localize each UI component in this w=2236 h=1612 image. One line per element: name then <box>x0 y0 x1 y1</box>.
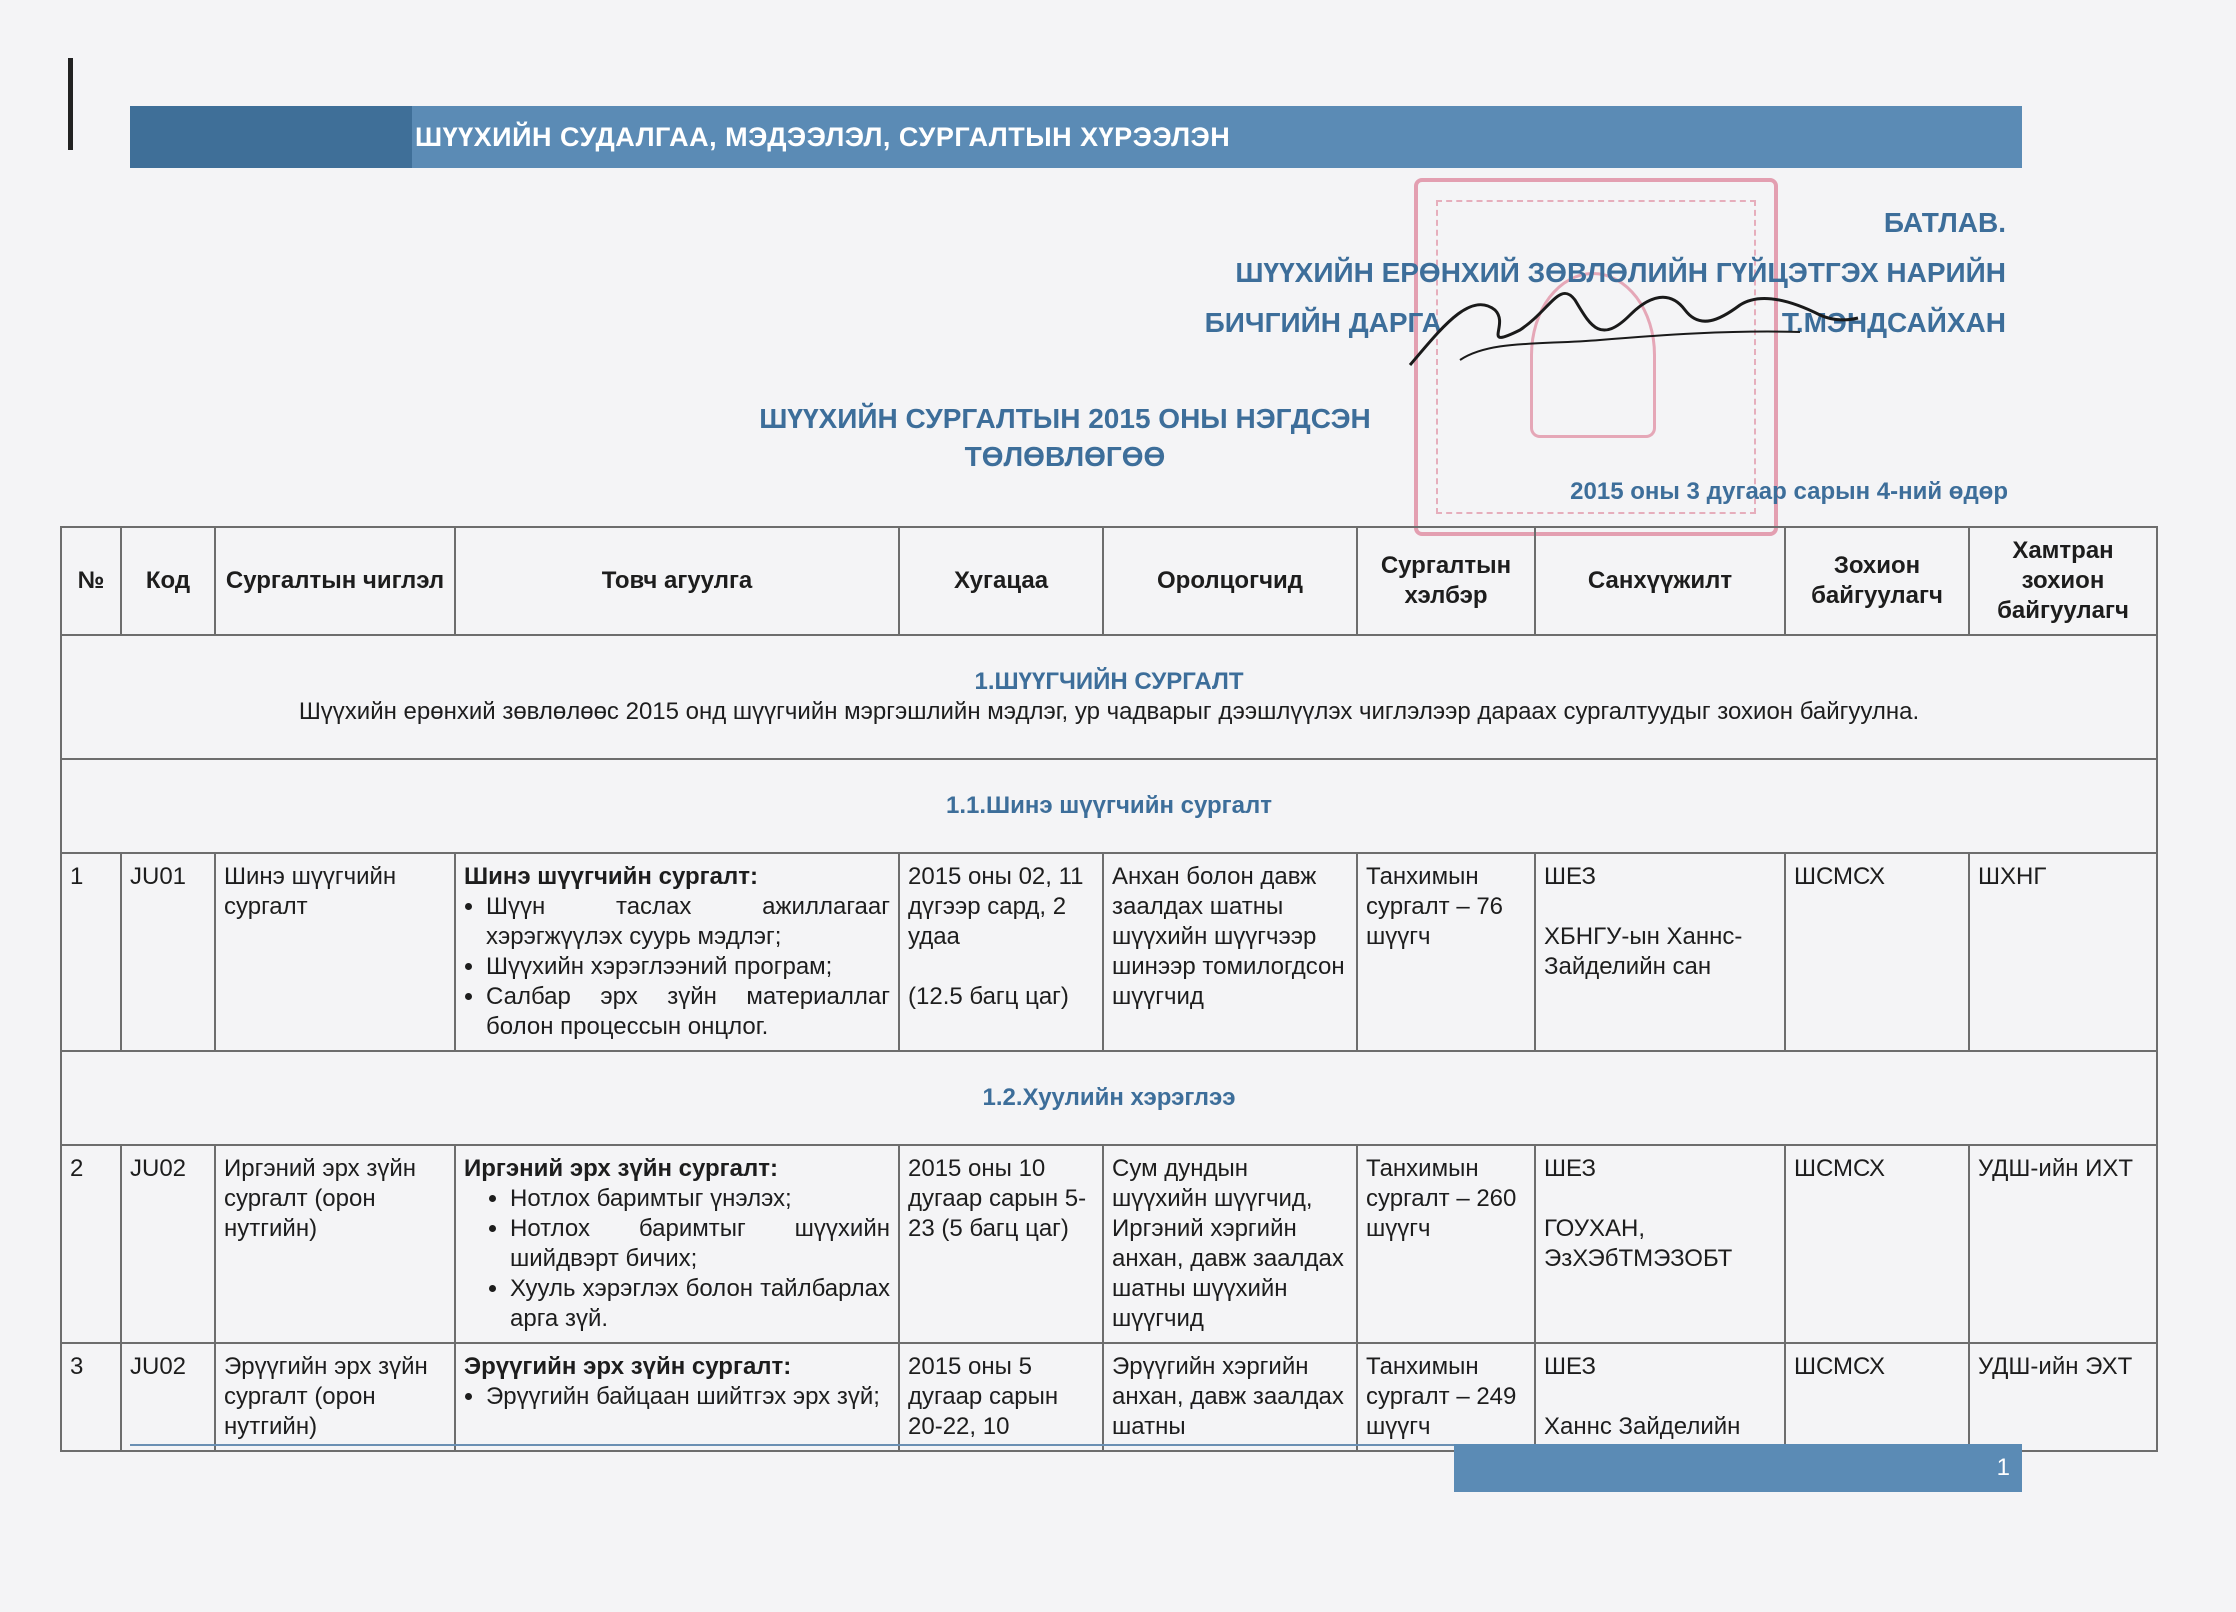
finance-secondary: ХБНГУ-ын Ханнс-Зайделийн сан <box>1544 923 1743 980</box>
row-participants: Эрүүгийн хэргийн анхан, давж заалдах шатны <box>1103 1343 1357 1451</box>
subsection-cell <box>61 759 2157 853</box>
row-content <box>455 1343 899 1451</box>
time-period: 2015 оны 02, 11 дүгээр сард, 2 удаа <box>908 863 1084 950</box>
row-time: 2015 оны 5 дугаар сарын 20-22, 10 <box>899 1343 1103 1451</box>
document-title-line-2: ТӨЛӨВЛӨГӨӨ <box>964 441 1166 472</box>
list-item: • Шүүхийн хэрэглээний програм; <box>486 952 890 982</box>
approval-signer: Т.МЭНДСАЙХАН <box>1781 307 2006 338</box>
col-header-time: Хугацаа <box>899 527 1103 635</box>
footer-band <box>1454 1444 2022 1492</box>
list-item: • Нотлох баримтыг үнэлэх; <box>510 1184 890 1214</box>
row-time: 2015 оны 10 дугаар сарын 5-23 (5 багц цаг) <box>899 1145 1103 1343</box>
training-plan-table <box>60 526 2158 1452</box>
section-cell <box>61 635 2157 759</box>
institution-name: ШҮҮХИЙН СУДАЛГАА, МЭДЭЭЛЭЛ, СУРГАЛТЫН ХҮРЭЭЛЭН <box>415 122 1231 152</box>
approval-position: БИЧГИЙН ДАРГА <box>1204 307 1442 338</box>
content-title: Эрүүгийн эрх зүйн сургалт: <box>464 1353 792 1380</box>
row-organizer: ШСМСХ <box>1785 1145 1969 1343</box>
list-item: • Шүүн таслах ажиллагааг хэрэгжүүлэх суурь мэдлэг; <box>486 892 890 952</box>
subsection-cell <box>61 1051 2157 1145</box>
table-row <box>61 853 2157 1051</box>
finance-secondary: ГОУХАН, ЭзХЭбТМЭЗОБТ <box>1544 1215 1733 1272</box>
col-header-form: Сургалтын хэлбэр <box>1357 527 1535 635</box>
document-title-line-1: ШҮҮХИЙН СУРГАЛТЫН 2015 ОНЫ НЭГДСЭН <box>759 403 1371 434</box>
signature-icon <box>1400 270 1860 380</box>
finance-primary: ШЕЗ <box>1544 1353 1596 1380</box>
row-direction: Шинэ шүүгчийн сургалт <box>215 853 455 1051</box>
approval-line-1: БАТЛАВ. <box>1883 207 2006 238</box>
document-title <box>740 400 1390 476</box>
row-co-organizer: ШХНГ <box>1969 853 2157 1051</box>
section-text: Шүүхийн ерөнхий зөвлөлөөс 2015 онд шүүгчийн мэргэшлийн мэдлэг, ур чадварыг дээшлүүлэх чиглэлээр дараах сургалтуудыг зохион байгуулна. <box>298 698 1920 725</box>
row-number: 1 <box>61 853 121 1051</box>
finance-primary: ШЕЗ <box>1544 863 1596 890</box>
col-header-code: Код <box>121 527 215 635</box>
row-form: Танхимын сургалт – 249 шүүгч <box>1357 1343 1535 1451</box>
subsection-title: 1.2.Хуулийн хэрэглээ <box>982 1084 1236 1111</box>
list-item: • Хууль хэрэглэх болон тайлбарлах арга зүй. <box>510 1274 890 1334</box>
col-header-finance: Санхүүжилт <box>1535 527 1785 635</box>
table-row <box>61 1145 2157 1343</box>
subsection-row <box>61 759 2157 853</box>
row-participants: Сум дундын шүүхийн шүүгчид, Иргэний хэргийн анхан, давж заалдах шатны шүүхийн шүүгчид <box>1103 1145 1357 1343</box>
row-form: Танхимын сургалт – 260 шүүгч <box>1357 1145 1535 1343</box>
content-title: Шинэ шүүгчийн сургалт: <box>464 863 758 890</box>
row-content <box>455 1145 899 1343</box>
row-direction: Эрүүгийн эрх зүйн сургалт (орон нутгийн) <box>215 1343 455 1451</box>
col-header-co-organizer: Хамтран зохион байгуулагч <box>1969 527 2157 635</box>
col-header-participants: Оролцогчид <box>1103 527 1357 635</box>
row-code: JU02 <box>121 1343 215 1451</box>
section-row <box>61 635 2157 759</box>
header-accent-block <box>130 106 412 168</box>
subsection-row <box>61 1051 2157 1145</box>
list-item: • Эрүүгийн байцаан шийтгэх эрх зүй; <box>486 1382 890 1412</box>
row-number: 2 <box>61 1145 121 1343</box>
content-title: Иргэний эрх зүйн сургалт: <box>464 1155 779 1182</box>
row-finance <box>1535 1145 1785 1343</box>
content-list <box>464 892 890 1042</box>
subsection-title: 1.1.Шинэ шүүгчийн сургалт <box>945 792 1272 819</box>
row-direction: Иргэний эрх зүйн сургалт (орон нутгийн) <box>215 1145 455 1343</box>
row-content <box>455 853 899 1051</box>
row-form: Танхимын сургалт – 76 шүүгч <box>1357 853 1535 1051</box>
row-number: 3 <box>61 1343 121 1451</box>
approval-date: 2015 оны 3 дугаар сарын 4-ний өдөр <box>1570 478 2008 505</box>
row-participants: Анхан болон давж заалдах шатны шүүхийн шүүгчээр шинээр томилогдсон шүүгчид <box>1103 853 1357 1051</box>
approval-line-2: ШҮҮХИЙН ЕРӨНХИЙ ЗӨВЛӨЛИЙН ГҮЙЦЭТГЭХ НАРИЙН <box>1235 257 2006 288</box>
list-item: • Нотлох баримтыг шүүхийн шийдвэрт бичих; <box>510 1214 890 1274</box>
row-co-organizer: УДШ-ийн ИХТ <box>1969 1145 2157 1343</box>
table-row <box>61 1343 2157 1451</box>
row-finance <box>1535 1343 1785 1451</box>
section-title: 1.ШҮҮГЧИЙН СУРГАЛТ <box>974 668 1244 695</box>
header-band <box>130 106 2022 168</box>
row-co-organizer: УДШ-ийн ЭХТ <box>1969 1343 2157 1451</box>
finance-primary: ШЕЗ <box>1544 1155 1596 1182</box>
row-code: JU01 <box>121 853 215 1051</box>
scan-edge-mark <box>68 58 73 150</box>
col-header-organizer: Зохион байгуулагч <box>1785 527 1969 635</box>
table-header-row <box>61 527 2157 635</box>
col-header-number: № <box>61 527 121 635</box>
time-hours: (12.5 багц цаг) <box>908 983 1069 1010</box>
content-list <box>464 1184 890 1334</box>
col-header-content: Товч агуулга <box>455 527 899 635</box>
col-header-direction: Сургалтын чиглэл <box>215 527 455 635</box>
list-item: • Салбар эрх зүйн материаллаг болон процессын онцлог. <box>486 982 890 1042</box>
finance-secondary: Ханнс Зайделийн <box>1544 1413 1741 1440</box>
row-time <box>899 853 1103 1051</box>
content-list <box>464 1382 890 1412</box>
row-organizer: ШСМСХ <box>1785 853 1969 1051</box>
row-code: JU02 <box>121 1145 215 1343</box>
page-number: 1 <box>1996 1454 2010 1481</box>
row-finance <box>1535 853 1785 1051</box>
row-organizer: ШСМСХ <box>1785 1343 1969 1451</box>
